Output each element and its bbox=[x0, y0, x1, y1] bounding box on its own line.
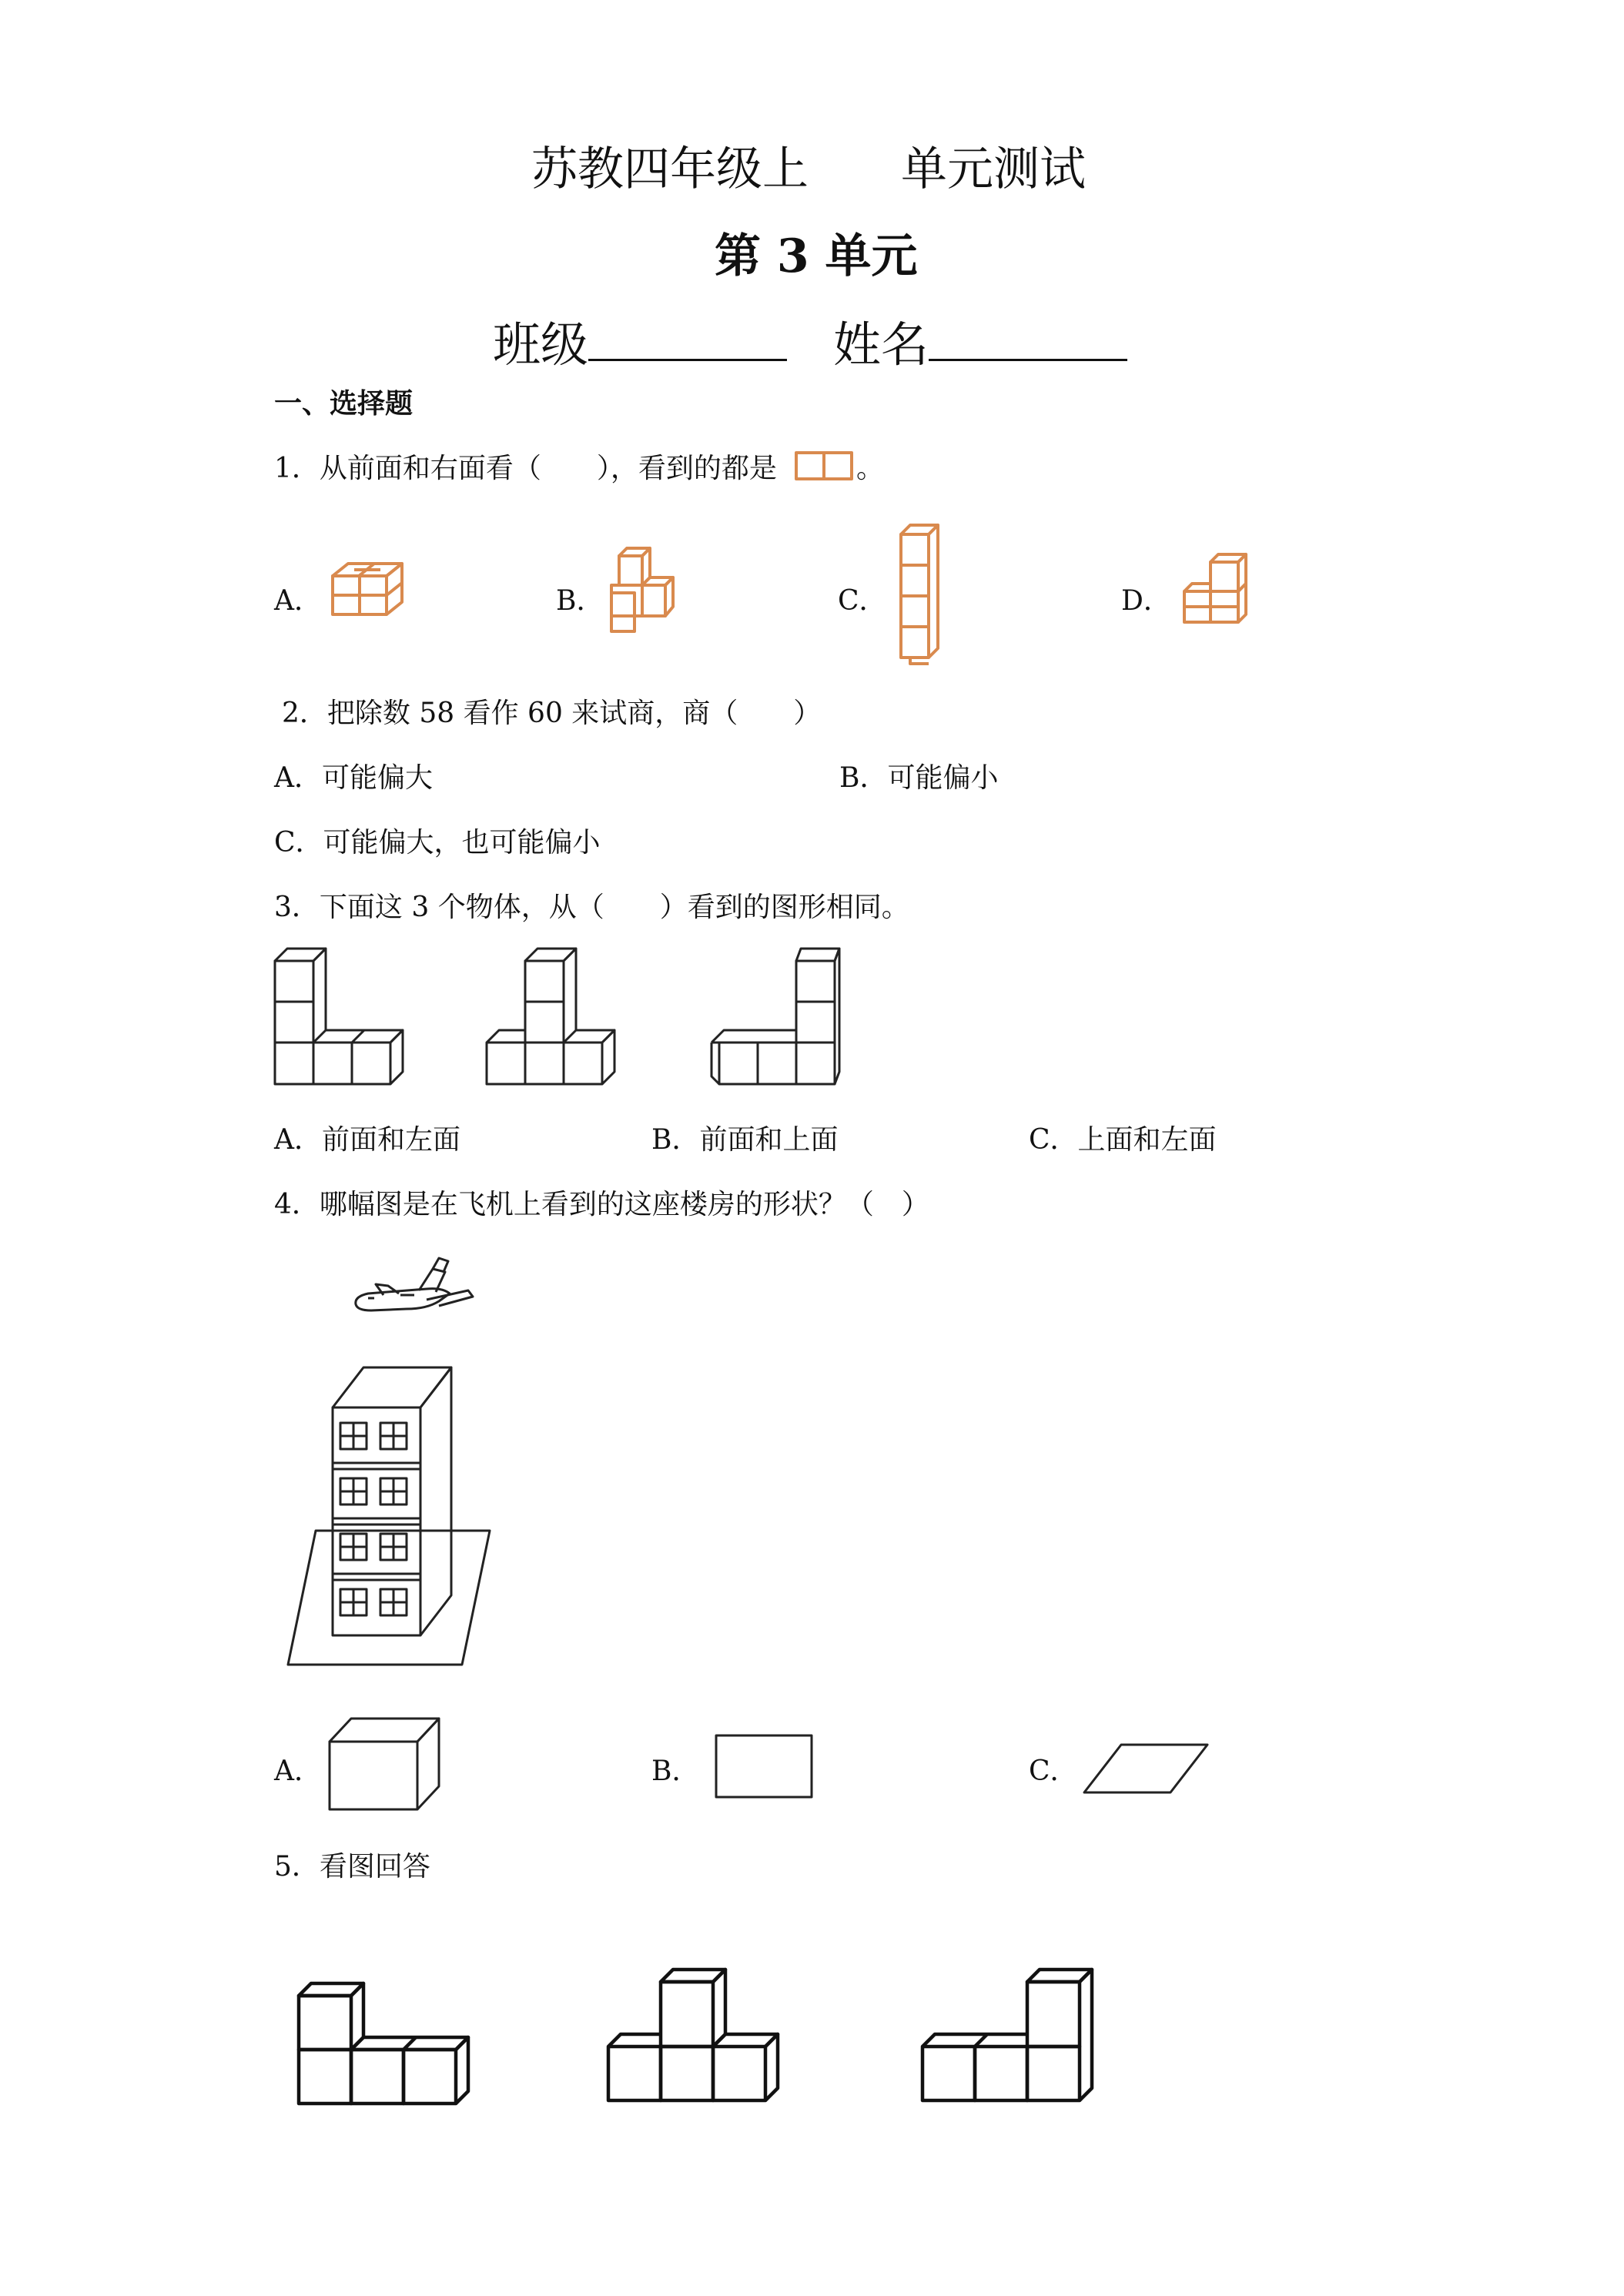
airplane-icon bbox=[353, 1255, 484, 1324]
building-figure bbox=[280, 1343, 504, 1682]
q4-option-c-parallelogram-figure[interactable] bbox=[1081, 1742, 1220, 1803]
class-label: 班级 bbox=[493, 316, 589, 373]
q4-option-a-cuboid-figure[interactable] bbox=[323, 1715, 447, 1816]
q1-option-c-label[interactable]: C． bbox=[838, 585, 887, 617]
q1-option-b-label[interactable]: B． bbox=[556, 585, 604, 617]
q2-option-c[interactable]: C．可能偏大，也可能偏小 bbox=[274, 827, 601, 858]
q3-object-3-figure bbox=[710, 946, 864, 1099]
q3-stem: 3．下面这 3 个物体，从（ ）看到的图形相同。 bbox=[274, 892, 909, 923]
class-blank[interactable] bbox=[588, 316, 787, 361]
q5-object-1-figure bbox=[293, 1979, 493, 2117]
q5-object-2-figure bbox=[602, 1963, 802, 2117]
q3-option-b[interactable]: B．前面和上面 bbox=[651, 1124, 839, 1156]
q1-option-d-cubes-figure[interactable] bbox=[1183, 548, 1260, 633]
class-name-line bbox=[493, 306, 1127, 375]
q1-stem: 1．从前面和右面看（ ），看到的都是 bbox=[274, 453, 777, 484]
q5-stem: 5．看图回答 bbox=[274, 1851, 430, 1883]
q1-option-b-cubes-figure[interactable] bbox=[610, 542, 687, 634]
q3-object-2-figure bbox=[485, 946, 639, 1099]
q3-option-c[interactable]: C．上面和左面 bbox=[1029, 1124, 1217, 1156]
q4-option-c-label[interactable]: C． bbox=[1029, 1755, 1078, 1787]
q1-option-d-label[interactable]: D． bbox=[1121, 585, 1171, 617]
q3-object-1-figure bbox=[273, 946, 427, 1099]
q1-option-a-cubes-figure[interactable] bbox=[331, 559, 408, 621]
title-right: 单元测试 bbox=[901, 142, 1086, 196]
title-left: 苏教四年级上 bbox=[531, 142, 809, 196]
q5-object-3-figure bbox=[916, 1963, 1117, 2117]
unit-title: 第 3 单元 bbox=[715, 229, 918, 283]
q2-option-b[interactable]: B．可能偏小 bbox=[839, 762, 999, 794]
q4-option-a-label[interactable]: A． bbox=[274, 1755, 322, 1787]
q2-stem: 2．把除数 58 看作 60 来试商，商（ ） bbox=[282, 698, 822, 729]
section-title: 一、选择题 bbox=[274, 387, 414, 420]
name-blank[interactable] bbox=[929, 316, 1127, 361]
q1-option-c-cubes-figure[interactable] bbox=[899, 520, 946, 667]
q2-option-a[interactable]: A．可能偏大 bbox=[274, 762, 433, 794]
q4-option-b-rectangle-figure[interactable] bbox=[713, 1732, 821, 1806]
q1-two-squares-icon bbox=[795, 451, 855, 482]
q4-stem: 4．哪幅图是在飞机上看到的这座楼房的形状？（ ） bbox=[274, 1189, 929, 1220]
q3-option-a[interactable]: A．前面和左面 bbox=[274, 1124, 460, 1156]
q1-stem-end: 。 bbox=[856, 453, 885, 484]
name-label: 姓名 bbox=[833, 316, 929, 373]
q1-option-a-label[interactable]: A． bbox=[274, 585, 322, 617]
q4-option-b-label[interactable]: B． bbox=[651, 1755, 700, 1787]
